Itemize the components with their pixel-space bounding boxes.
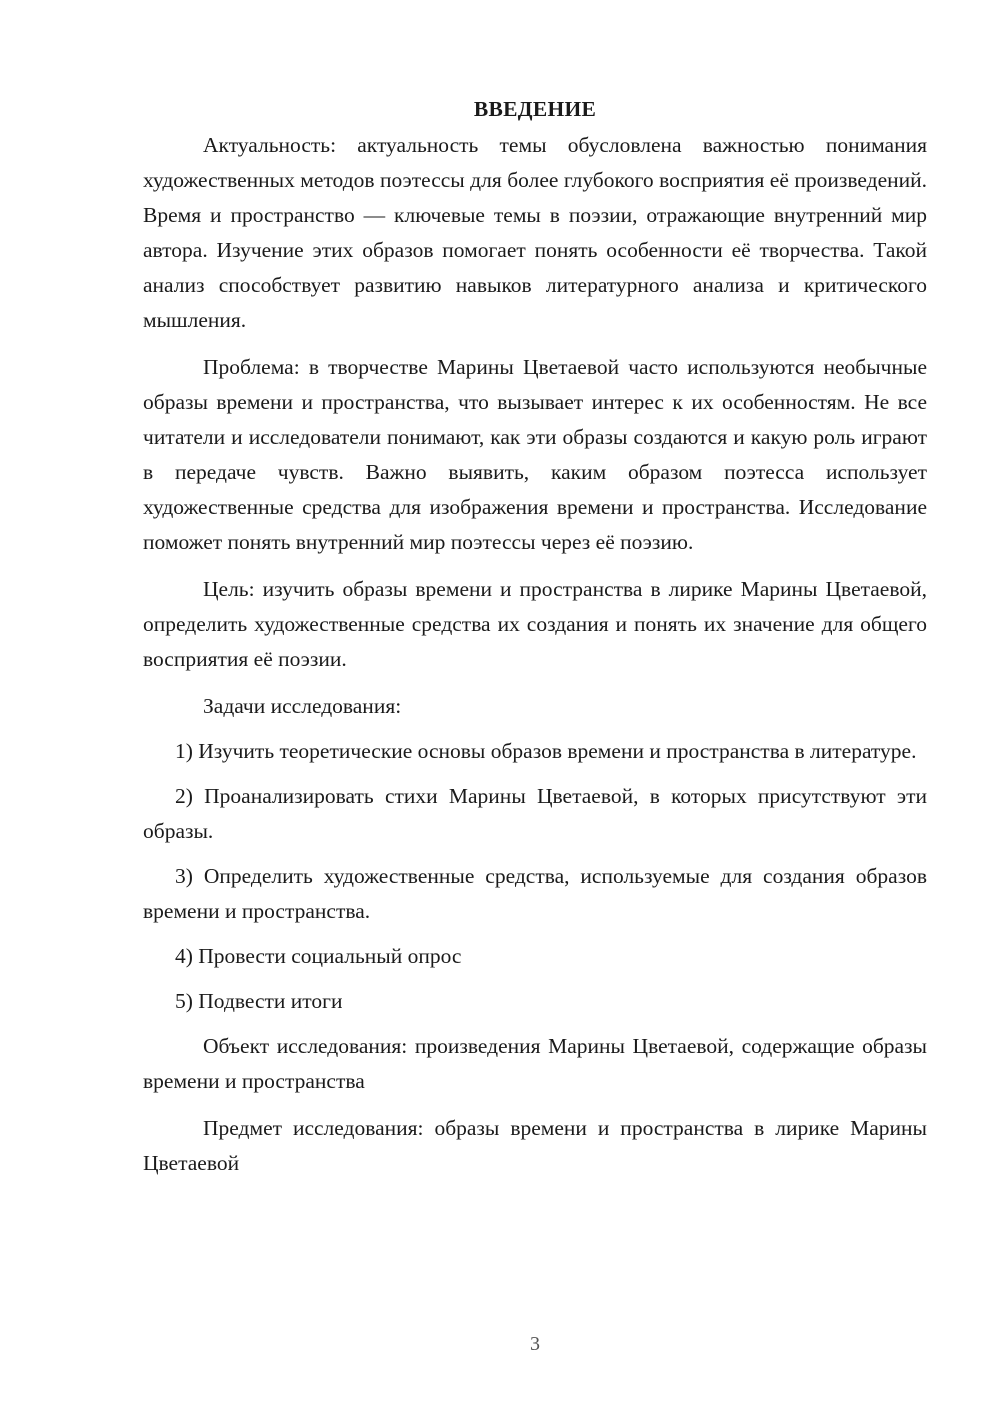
task-item: 2) Проанализировать стихи Марины Цветаевой, в которых присутствуют эти образы.: [143, 784, 927, 843]
task-item: 1) Изучить теоретические основы образов времени и пространства в литературе.: [175, 739, 917, 763]
goal-paragraph: Цель: изучить образы времени и пространства в лирике Марины Цветаевой, определить художественные средства их создания и понять их значение для общего восприятия её поэзии.: [143, 577, 927, 671]
task-item: 3) Определить художественные средства, используемые для создания образов времени и пространства.: [143, 864, 927, 923]
tasks-heading: Задачи исследования:: [203, 694, 402, 718]
document-page: [143, 92, 927, 1193]
page-number: 3: [530, 1333, 540, 1355]
problem-paragraph: Проблема: в творчестве Марины Цветаевой часто используются необычные образы времени и пространства, что вызывает интерес к их особенностям. Не все читатели и исследователи понимают, как эти образы создаются и какую роль играют в передаче чувств. Важно выявить, каким образом поэтесса использует художественные средства для изображения времени и пространства. Исследование поможет понять внутренний мир поэтессы через её поэзию.: [143, 355, 927, 554]
task-item: 5) Подвести итоги: [175, 989, 343, 1013]
section-title: ВВЕДЕНИЕ: [473, 97, 597, 121]
subject-paragraph: Предмет исследования: образы времени и пространства в лирике Марины Цветаевой: [143, 1116, 927, 1175]
object-paragraph: Объект исследования: произведения Марины Цветаевой, содержащие образы времени и пространства: [143, 1034, 927, 1093]
relevance-paragraph: Актуальность: актуальность темы обусловлена важностью понимания художественных методов поэтессы для более глубокого восприятия её произведений. Время и пространство — ключевые темы в поэзии, отражающие внутренний мир автора. Изучение этих образов помогает понять особенности её творчества. Такой анализ способствует развитию навыков литературного анализа и критического мышления.: [143, 133, 927, 332]
task-item: 4) Провести социальный опрос: [175, 944, 462, 968]
